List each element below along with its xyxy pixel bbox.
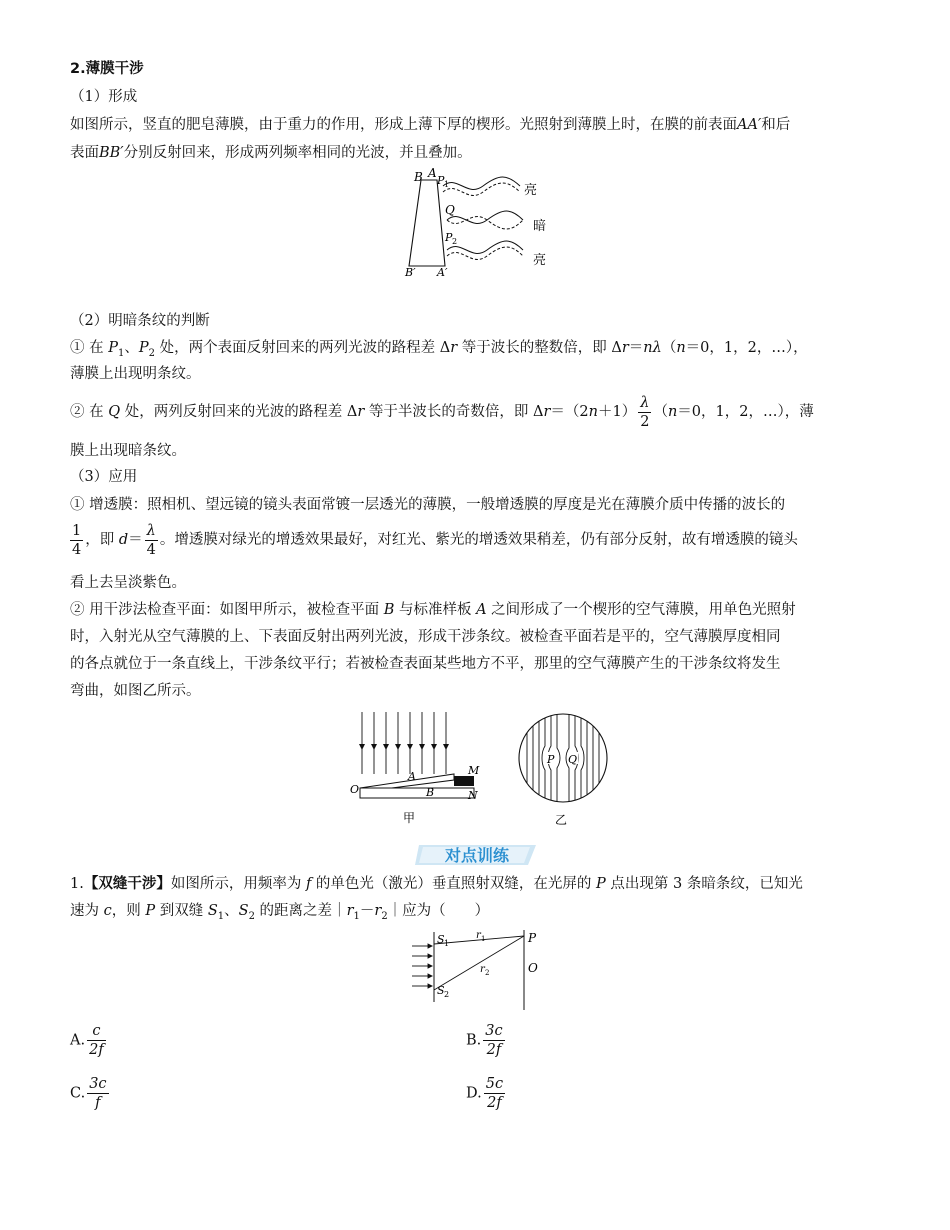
option-label: C. <box>70 1085 86 1102</box>
text: 如图所示，竖直的肥皂薄膜，由于重力的作用，形成上薄下厚的楔形。光照射到薄膜上时，在膜的前表面 <box>70 117 737 133</box>
denominator: 2f <box>486 1042 502 1058</box>
label-p1: P <box>437 174 445 187</box>
text: 处，两个表面反射回来的两列光波的路程差 Δ <box>155 340 451 356</box>
application-antireflection-line2 <box>70 520 882 560</box>
text: 速为 <box>70 903 104 919</box>
label-p2: P <box>445 231 453 244</box>
numerator: 5c <box>485 1076 504 1092</box>
denominator: f <box>95 1095 101 1111</box>
text: 表面 <box>70 145 99 161</box>
var-p2: P <box>138 340 149 356</box>
application-flatness-line1 <box>70 599 882 621</box>
var-p1: P <box>108 340 118 356</box>
question-stem-line1 <box>70 873 882 895</box>
label-jia: 甲 <box>403 811 416 825</box>
text: ，即 <box>85 532 119 548</box>
var-r1: r <box>346 903 354 919</box>
text: 的单色光（激光）垂直照射双缝，在光屏的 <box>311 876 597 892</box>
option-c[interactable] <box>70 1075 111 1112</box>
label-r2: r <box>480 964 485 975</box>
option-fraction <box>87 1075 108 1112</box>
label-m: M <box>468 764 480 777</box>
subsection-application: （3）应用 <box>70 469 138 485</box>
label-a: A <box>428 168 437 180</box>
text: ，则 <box>111 903 146 919</box>
label-bright-bottom: 亮 <box>533 253 547 268</box>
label-q: Q <box>445 203 455 217</box>
subsection-judgement: （2）明暗条纹的判断 <box>70 313 210 329</box>
var-p: P <box>596 876 606 892</box>
var-a: A <box>476 602 487 618</box>
numerator: 3c <box>485 1023 503 1039</box>
option-fraction <box>484 1075 505 1112</box>
text: 和后 <box>761 117 791 133</box>
denominator: 2f <box>89 1042 104 1058</box>
figure-soap-film <box>395 168 565 283</box>
text: 分别反射回来，形成两列频率相同的光波，并且叠加。 <box>123 145 472 161</box>
sub: 1 <box>217 910 225 922</box>
var-r2: r <box>374 903 382 919</box>
option-fraction <box>483 1022 504 1059</box>
text: 的距离之差｜ <box>254 903 347 919</box>
figure-double-slit <box>410 928 560 1012</box>
condition-bright-line1 <box>70 337 882 365</box>
var-r: r <box>357 404 365 420</box>
label-s1-sub: 1 <box>444 939 450 948</box>
text: ＝（2 <box>550 404 589 420</box>
text: ＋1） <box>597 404 637 420</box>
label-s2-sub: 2 <box>444 990 450 999</box>
var-b: B <box>383 602 395 618</box>
label-dark: 暗 <box>533 219 547 234</box>
option-label: D. <box>466 1085 482 1102</box>
option-d[interactable] <box>466 1075 507 1112</box>
var-aa: AA′ <box>737 117 762 133</box>
label-p2-sub: 2 <box>452 237 458 246</box>
label-b-prime: B′ <box>405 266 416 279</box>
label-s1: S <box>437 933 445 946</box>
var-r: r <box>450 340 458 356</box>
text: － <box>359 903 375 919</box>
denominator: 2f <box>487 1095 502 1111</box>
label-b: B <box>426 786 435 799</box>
text: 。增透膜对绿光的增透效果最好，对红光、紫光的增透效果稍差，仍有部分反射，故有增透膜的镜头 <box>159 532 798 548</box>
label-r1-sub: 1 <box>481 935 486 943</box>
application-antireflection-line1: ① 增透膜：照相机、望远镜的镜头表面常镀一层透光的薄膜，一般增透膜的厚度是光在薄膜介质中传播的波长的 <box>70 497 786 513</box>
text: 与标准样板 <box>394 602 477 618</box>
numerator: 3c <box>89 1076 107 1092</box>
text: 等于半波长的奇数倍，即 Δ <box>364 404 544 420</box>
fraction-one-quarter <box>70 522 83 559</box>
condition-bright-line2: 薄膜上出现明条纹。 <box>70 366 201 382</box>
text: 、 <box>224 903 239 919</box>
sub: 1 <box>353 910 360 922</box>
question-stem-line2 <box>70 900 882 928</box>
label-p1-sub: 1 <box>444 180 450 189</box>
numerator: λ <box>145 522 158 541</box>
var-n-lambda: nλ <box>643 340 662 356</box>
figure-fringe-pattern <box>510 708 620 833</box>
denominator: 4 <box>72 541 82 558</box>
question-number: 1. <box>70 876 84 892</box>
question-tag: 【双缝干涉】 <box>83 876 171 892</box>
text: 点出现第 3 条暗条纹，已知光 <box>605 876 803 892</box>
label-r1: r <box>476 930 481 941</box>
label-b: B <box>414 170 423 184</box>
option-label: A. <box>70 1032 86 1049</box>
var-q: Q <box>108 404 121 420</box>
text: ＝0，1，2，…）， <box>685 340 808 356</box>
label-o: O <box>528 961 538 975</box>
label-yi: 乙 <box>555 813 568 827</box>
label-a-prime: A′ <box>437 266 448 279</box>
denominator: 2 <box>640 413 650 430</box>
banner-text: 对点训练 <box>444 846 510 865</box>
var-n: n <box>667 404 678 420</box>
text: 、 <box>124 340 139 356</box>
label-o: O <box>350 783 360 796</box>
sub: 2 <box>148 347 155 359</box>
text: ＝ <box>628 340 644 356</box>
option-label: B. <box>466 1032 482 1049</box>
sub: 2 <box>381 910 388 922</box>
option-a[interactable] <box>70 1022 108 1059</box>
application-flatness-line3: 的各点就位于一条直线上，干涉条纹平行；若被检查表面某些地方不平，那里的空气薄膜产生的干涉条纹将发生 <box>70 656 781 672</box>
label-r2-sub: 2 <box>485 969 490 977</box>
paragraph-formation-line1 <box>70 114 882 136</box>
condition-dark-line1 <box>70 392 882 432</box>
numerator: c <box>87 1022 106 1041</box>
label-q: Q <box>568 753 578 766</box>
text: ① 在 <box>70 340 109 356</box>
text: ｜应为（ ） <box>387 903 490 919</box>
text: 如图所示，用频率为 <box>170 876 306 892</box>
text: 等于波长的整数倍，即 Δ <box>457 340 622 356</box>
var-p: P <box>145 903 156 919</box>
text: ② 在 <box>70 404 109 420</box>
var-n: n <box>588 404 598 420</box>
condition-dark-line2: 膜上出现暗条纹。 <box>70 443 186 459</box>
var-r: r <box>621 340 629 356</box>
text: （ <box>653 404 668 420</box>
option-fraction <box>87 1022 106 1059</box>
var-d: d <box>118 532 129 548</box>
application-flatness-line4: 弯曲，如图乙所示。 <box>70 683 201 699</box>
var-bb: BB′ <box>99 145 124 161</box>
var-c: c <box>103 903 112 919</box>
numerator: 1 <box>72 522 82 539</box>
sub: 1 <box>117 347 125 359</box>
label-bright-top: 亮 <box>524 183 538 198</box>
label-s2: S <box>437 984 445 997</box>
text: （ <box>661 340 677 356</box>
subsection-formation: （1）形成 <box>70 89 138 105</box>
option-b[interactable] <box>466 1022 507 1059</box>
var-s2: S <box>238 903 249 919</box>
training-banner <box>415 842 540 868</box>
paragraph-formation-line2 <box>70 142 882 164</box>
label-p: P <box>547 753 555 766</box>
sub: 2 <box>248 910 255 922</box>
fraction-lambda-over-4 <box>145 522 158 559</box>
label-n: N <box>468 789 478 802</box>
text: ＝0，1，2，…），薄 <box>677 404 814 420</box>
label-p: P <box>528 931 537 945</box>
denominator: 4 <box>146 541 156 558</box>
figure-flatness-check <box>340 708 480 828</box>
var-f: f <box>305 876 312 892</box>
fraction-lambda-over-2 <box>638 394 651 431</box>
var-n: n <box>676 340 686 356</box>
application-flatness-line2: 时，入射光从空气薄膜的上、下表面反射出两列光波，形成干涉条纹。被检查平面若是平的，空气薄膜厚度相同 <box>70 629 781 645</box>
text: 之间形成了一个楔形的空气薄膜，用单色光照射 <box>486 602 796 618</box>
text: 到双缝 <box>155 903 208 919</box>
label-a: A <box>408 770 416 783</box>
var-s1: S <box>207 903 218 919</box>
var-r: r <box>543 404 551 420</box>
text: 处，两列反射回来的光波的路程差 Δ <box>120 404 358 420</box>
application-antireflection-line3: 看上去呈淡紫色。 <box>70 575 186 591</box>
text: ② 用干涉法检查平面：如图甲所示，被检查平面 <box>70 602 384 618</box>
numerator: λ <box>638 394 651 413</box>
text: ＝ <box>128 532 143 548</box>
section-title: 2.薄膜干涉 <box>70 61 144 77</box>
